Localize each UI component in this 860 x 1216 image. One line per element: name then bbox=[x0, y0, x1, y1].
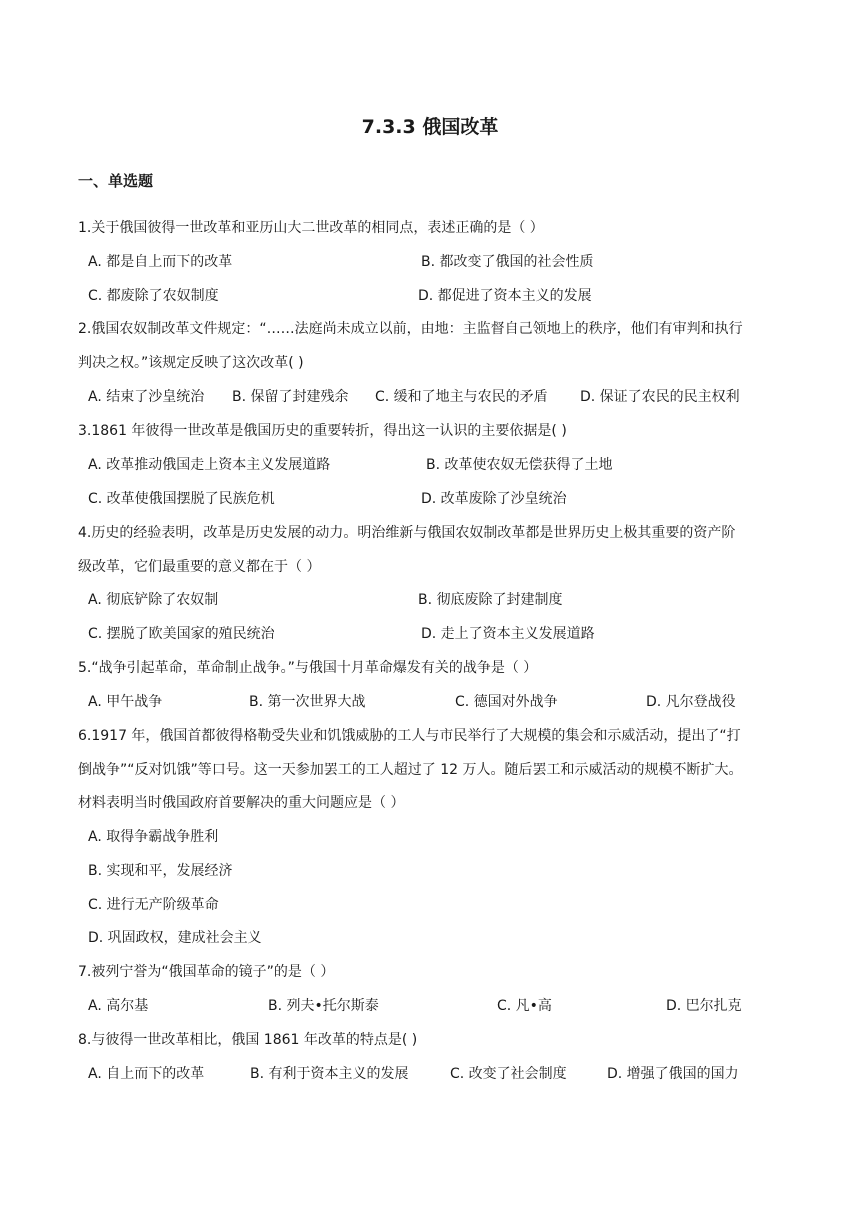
question-8-option-c: C. 改变了社会制度 bbox=[450, 1066, 567, 1082]
question-7-option-b: B. 列夫•托尔斯泰 bbox=[268, 998, 379, 1014]
question-8-option-a: A. 自上而下的改革 bbox=[88, 1066, 205, 1082]
question-4-option-c: C. 摆脱了欧美国家的殖民统治 bbox=[88, 626, 275, 642]
question-2-text-line-1: 2.俄国农奴制改革文件规定：“……法庭尚未成立以前，由地：主监督自己领地上的秩序，他们有审判和执行 bbox=[78, 321, 743, 337]
question-2-option-a: A. 结束了沙皇统治 bbox=[88, 389, 205, 405]
question-2-option-c: C. 缓和了地主与农民的矛盾 bbox=[375, 389, 548, 405]
question-5-option-c: C. 德国对外战争 bbox=[455, 694, 558, 710]
question-4-option-d: D. 走上了资本主义发展道路 bbox=[421, 626, 595, 642]
question-4-text-line-1: 4.历史的经验表明，改革是历史发展的动力。明治维新与俄国农奴制改革都是世界历史上极其重要的资产阶 bbox=[78, 525, 736, 541]
question-6-option-d: D. 巩固政权，建成社会主义 bbox=[88, 930, 262, 946]
question-1-text: 1.关于俄国彼得一世改革和亚历山大二世改革的相同点，表述正确的是（ ） bbox=[78, 220, 544, 236]
question-8-option-b: B. 有利于资本主义的发展 bbox=[250, 1066, 409, 1082]
question-1-option-d: D. 都促进了资本主义的发展 bbox=[418, 288, 592, 304]
question-1-option-b: B. 都改变了俄国的社会性质 bbox=[421, 254, 594, 270]
question-2-option-b: B. 保留了封建残余 bbox=[232, 389, 349, 405]
question-4-text-line-2: 级改革，它们最重要的意义都在于（ ） bbox=[78, 559, 321, 575]
question-7-text: 7.被列宁誉为“俄国革命的镜子”的是（ ） bbox=[78, 964, 335, 980]
question-6-text-line-1: 6.1917 年，俄国首都彼得格勒受失业和饥饿威胁的工人与市民举行了大规模的集会和示威活动，提出了“打 bbox=[78, 728, 741, 744]
question-3-option-c: C. 改革使俄国摆脱了民族危机 bbox=[88, 491, 275, 507]
section-heading: 一、单选题 bbox=[78, 172, 154, 190]
question-3-text: 3.1861 年彼得一世改革是俄国历史的重要转折，得出这一认识的主要依据是( ) bbox=[78, 423, 567, 439]
question-3-option-b: B. 改革使农奴无偿获得了土地 bbox=[426, 457, 613, 473]
question-5-option-b: B. 第一次世界大战 bbox=[249, 694, 366, 710]
question-5-text: 5.“战争引起革命，革命制止战争。”与俄国十月革命爆发有关的战争是（ ） bbox=[78, 660, 538, 676]
question-2-option-d: D. 保证了农民的民主权利 bbox=[580, 389, 740, 405]
question-8-option-d: D. 增强了俄国的国力 bbox=[607, 1066, 739, 1082]
question-6-option-b: B. 实现和平，发展经济 bbox=[88, 863, 233, 879]
question-7-option-c: C. 凡•高 bbox=[497, 998, 552, 1014]
question-6-text-line-2: 倒战争”“反对饥饿”等口号。这一天参加罢工的工人超过了 12 万人。随后罢工和示威活动的规模不断扩大。 bbox=[78, 762, 743, 778]
question-2-text-line-2: 判决之权。”该规定反映了这次改革( ) bbox=[78, 355, 304, 371]
question-6-option-c: C. 进行无产阶级革命 bbox=[88, 897, 219, 913]
question-1-option-a: A. 都是自上而下的改革 bbox=[88, 254, 233, 270]
question-3-option-d: D. 改革废除了沙皇统治 bbox=[421, 491, 567, 507]
question-6-text-line-3: 材料表明当时俄国政府首要解决的重大问题应是（ ） bbox=[78, 795, 405, 811]
question-1-option-c: C. 都废除了农奴制度 bbox=[88, 288, 219, 304]
question-3-option-a: A. 改革推动俄国走上资本主义发展道路 bbox=[88, 457, 331, 473]
question-4-option-b: B. 彻底废除了封建制度 bbox=[418, 592, 563, 608]
question-6-option-a: A. 取得争霸战争胜利 bbox=[88, 829, 219, 845]
question-5-option-a: A. 甲午战争 bbox=[88, 694, 163, 710]
question-4-option-a: A. 彻底铲除了农奴制 bbox=[88, 592, 219, 608]
question-5-option-d: D. 凡尔登战役 bbox=[646, 694, 736, 710]
question-8-text: 8.与彼得一世改革相比，俄国 1861 年改革的特点是( ) bbox=[78, 1032, 418, 1048]
page-title: 7.3.3 俄国改革 bbox=[361, 116, 499, 138]
question-7-option-a: A. 高尔基 bbox=[88, 998, 149, 1014]
question-7-option-d: D. 巴尔扎克 bbox=[666, 998, 742, 1014]
